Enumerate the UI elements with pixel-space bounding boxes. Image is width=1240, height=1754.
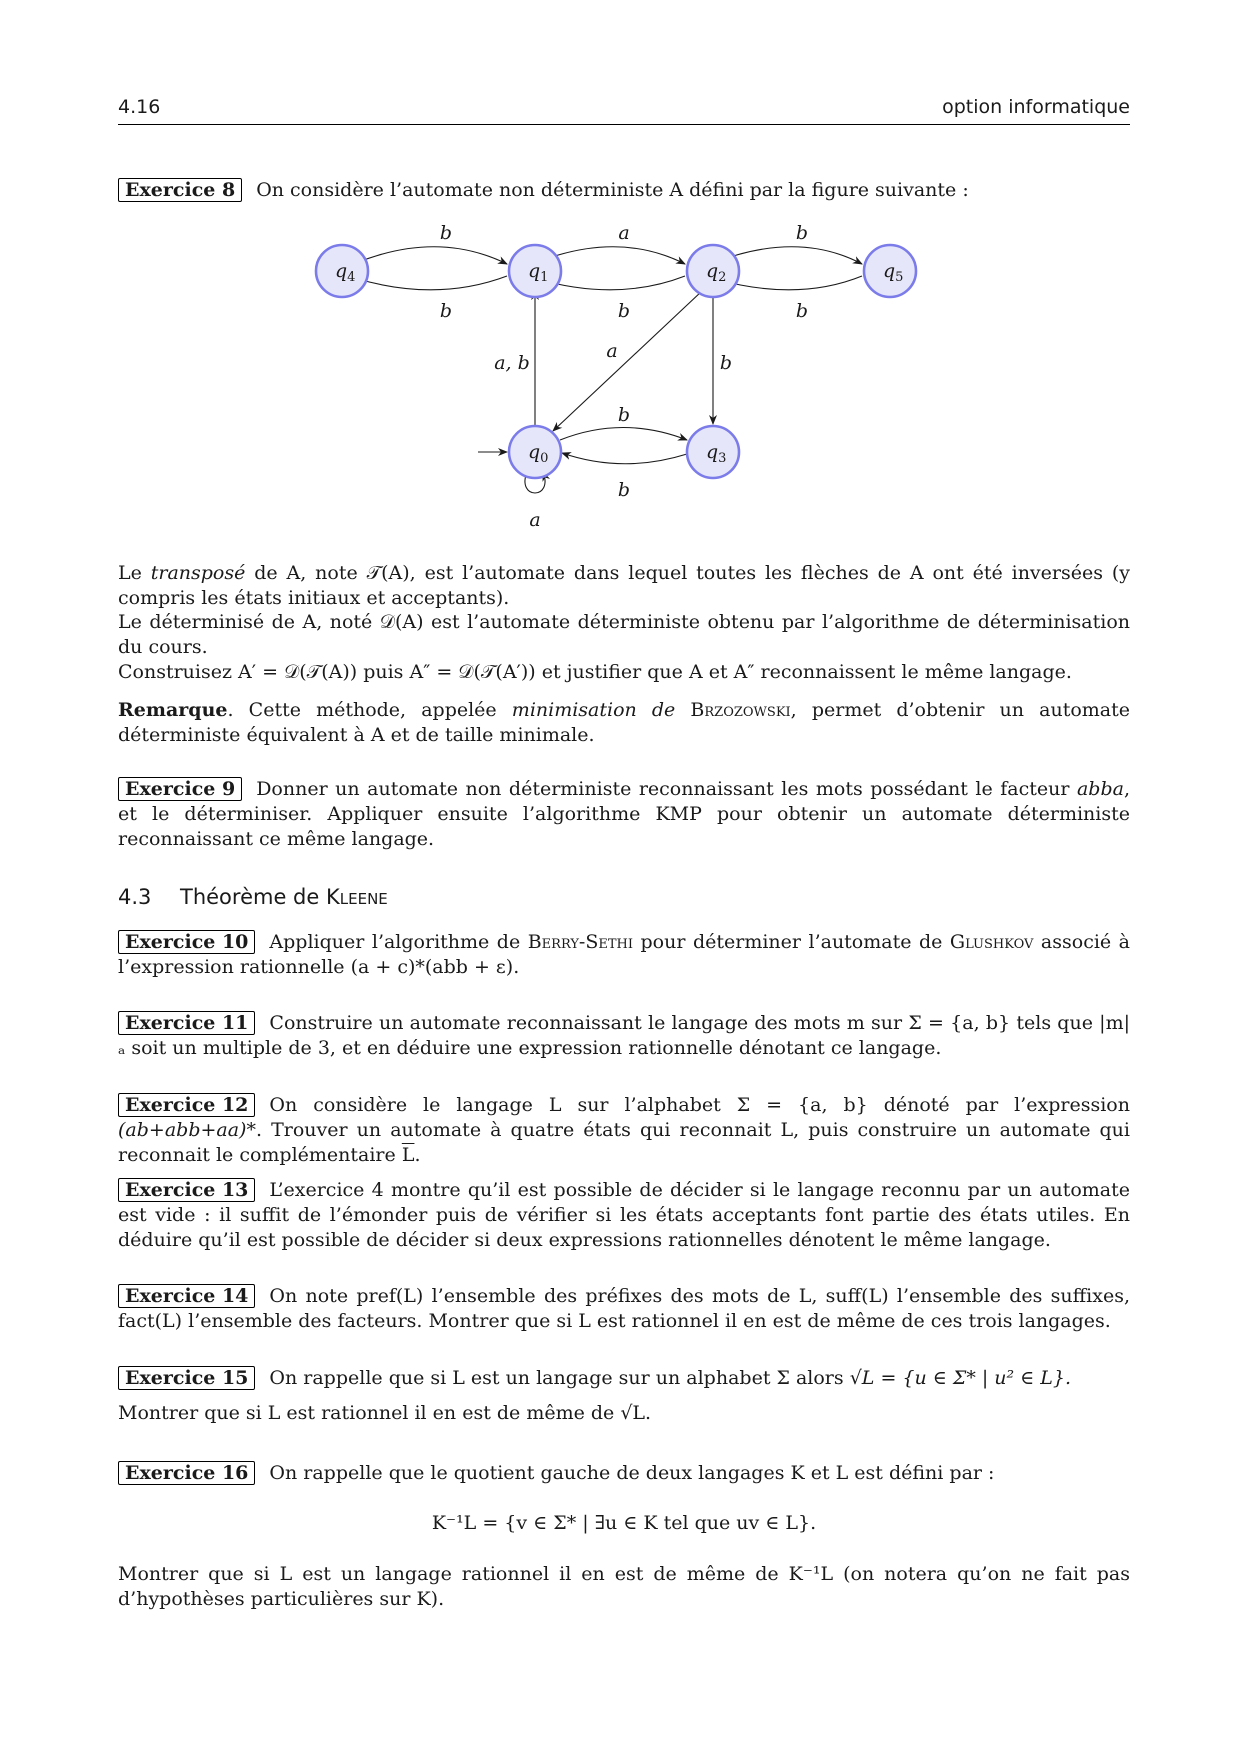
label-q1-q4: b [439,300,453,322]
state-q0 [509,426,561,478]
exercise-8-paragraph-2: Le déterminisé de A, noté 𝒟(A) est l’automate déterministe obtenu par l’algorithme de déterminisation du cours. [118,611,1130,658]
state-label-q5: $q_5$ [883,260,904,285]
exercise-13: Exercice 13 L’exercice 4 montre qu’il est possible de décider si le langage reconnu par un automate est vide : il suffit de l’émonder puis de vérifier si les états acceptants font partie des états utiles. En déduire qu’il est possible de décider si deux expressions rationnelles dénotent le même langage. [118,1179,1130,1251]
exercise-16-label: Exercice 16 [118,1461,255,1485]
state-q1 [509,245,561,297]
page-number: 4.16 [118,96,161,118]
exercise-16: Exercice 16 On rappelle que le quotient gauche de deux langages K et L est défini par : [118,1461,1130,1486]
exercise-8-intro-text: On considère l’automate non déterministe A défini par la figure suivante : [256,179,969,201]
edge-q1-q4 [358,276,507,290]
exercise-15-label: Exercice 15 [118,1366,255,1390]
label-q2-q3: b [719,352,733,374]
label-q0-q1: a, b [494,352,530,374]
label-q2-q5: b [795,222,809,244]
exercise-8-paragraph-1: Le transposé de A, note 𝒯(A), est l’automate dans lequel toutes les flèches de A ont été inversées (y compris les états initiaux et acceptants). [118,562,1130,609]
exercise-9-label: Exercice 9 [118,777,242,801]
exercise-16-question: Montrer que si L est un langage rationnel il en est de même de K⁻¹L (on notera qu’on ne fait pas d’hypothèses particulières sur K). [118,1563,1130,1610]
exercise-8-remark: Remarque. Cette méthode, appelée minimisation de Brzozowski, permet d’obtenir un automate déterministe équivalent à A et de taille minimale. [118,699,1130,746]
exercise-12-label: Exercice 12 [118,1093,255,1117]
exercise-14-label: Exercice 14 [118,1284,255,1308]
state-label-q3: $q_3$ [706,441,727,466]
state-label-q2: $q_2$ [706,260,727,285]
label-q5-q2: b [795,300,809,322]
label-q0-loop: a [529,509,541,531]
label-q0-q3: b [617,404,631,426]
edge-q4-q1 [356,247,507,264]
label-q2-q0: a [606,340,618,362]
quotient-formula: K⁻¹L = {v ∈ Σ* | ∃u ∈ K tel que uv ∈ L}. [431,1512,817,1534]
exercise-10: Exercice 10 Appliquer l’algorithme de Berry-Sethi pour déterminer l’automate de Glushkov associé à l’expression rationnelle (a + c)*(abb + ε). [118,931,1130,978]
exercise-8-intro [118,178,1130,203]
sqrt-formula: √L = {u ∈ Σ* | u² ∈ L}. [849,1367,1072,1389]
label-q4-q1: b [439,222,453,244]
exercise-12: Exercice 12 On considère le langage L sur l’alphabet Σ = {a, b} dénoté par l’expression (ab+abb+aa)*. Trouver un automate à quatre états qui reconnait L, puis construire un automate qui reconnait le complémentaire $\overline{L}$. [118,1094,1130,1166]
edge-q0-q3 [560,428,687,441]
exercise-8-paragraph-3: Construisez A′ = 𝒟(𝒯(A)) puis A″ = 𝒟(𝒯(A′)) et justifier que A et A″ reconnaissent le même langage. [118,661,1072,683]
label-q2-q1: b [617,300,631,322]
state-label-q0: $q_0$ [528,441,549,466]
remark-label: Remarque [118,699,228,721]
exercise-13-label: Exercice 13 [118,1178,255,1202]
state-label-q4: $q_4$ [335,260,356,285]
exercise-15-question: Montrer que si L est rationnel il en est de même de √L. [118,1402,652,1424]
state-q5 [864,245,916,297]
page-header [118,96,1130,125]
edge-q3-q0 [562,453,687,464]
label-q1-q2: a [618,222,630,244]
exercise-11-label: Exercice 11 [118,1011,255,1035]
label-q3-q0: b [617,479,631,501]
state-q4 [316,245,368,297]
state-q2 [687,245,739,297]
header-title: option informatique [942,96,1130,118]
exercise-14: Exercice 14 On note pref(L) l’ensemble des préfixes des mots de L, suff(L) l’ensemble des suffixes, fact(L) l’ensemble des facteurs. Montrer que si L est rationnel il en est de même de ces trois langages. [118,1285,1130,1332]
exercise-10-label: Exercice 10 [118,930,255,954]
term-transpose: transposé [150,562,246,584]
exercise-9: Exercice 9 Donner un automate non déterministe reconnaissant les mots possédant le facteur abba, et le déterminiser. Appliquer ensuite l’algorithme KMP pour obtenir un automate déterministe reconnaissant ce même langage. [118,778,1130,850]
exercise-15: Exercice 15 On rappelle que si L est un langage sur un alphabet Σ alors √L = {u ∈ Σ* | u² ∈ L}. [118,1366,1130,1391]
state-q3 [687,426,739,478]
exercise-11: Exercice 11 Construire un automate reconnaissant le langage des mots m sur Σ = {a, b} tels que |m|ₐ soit un multiple de 3, et en déduire une expression rationnelle dénotant ce langage. [118,1012,1130,1059]
exercise-8-label: Exercice 8 [118,178,242,202]
section-number: 4.3 [118,885,152,909]
automaton-diagram [118,210,1130,540]
section-heading: 4.3 Théorème de Kleene [118,885,388,909]
state-label-q1: $q_1$ [528,260,549,285]
